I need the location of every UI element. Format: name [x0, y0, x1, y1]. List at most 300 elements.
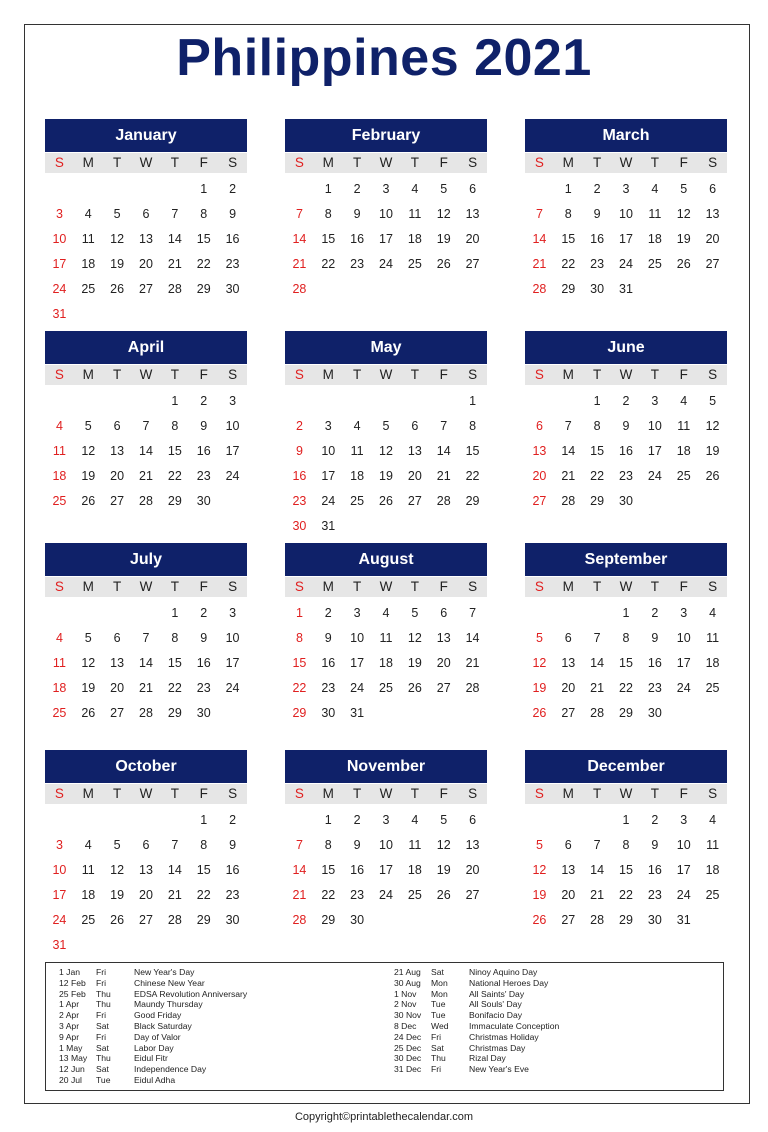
weekday-label: S: [294, 367, 304, 382]
empty-day-cell: [525, 808, 554, 833]
empty-day-cell: [343, 514, 372, 539]
day-cell: 9: [229, 838, 237, 852]
day-cell: 24: [619, 257, 633, 271]
day-cell: 1: [564, 182, 572, 196]
day-cell: 2: [651, 813, 659, 827]
holiday-name: Eidul Fitr: [134, 1053, 168, 1064]
holiday-row: [59, 967, 247, 978]
holiday-weekday: Fri: [96, 1031, 107, 1042]
day-cell: 8: [324, 207, 332, 221]
day-cell: 21: [561, 469, 576, 483]
day-cell: 26: [407, 681, 422, 695]
day-cell: 1: [295, 606, 303, 620]
empty-day-cell: [640, 489, 669, 514]
day-cell: 7: [593, 838, 601, 852]
day-cell: 31: [350, 706, 365, 720]
weekday-label: T: [593, 579, 602, 594]
empty-day-cell: [429, 908, 458, 933]
day-cell: 24: [676, 888, 691, 902]
day-cell: 1: [622, 813, 630, 827]
holiday-name: Independence Day: [134, 1064, 207, 1075]
day-cell: 19: [407, 656, 422, 670]
day-cell: 21: [590, 681, 605, 695]
day-cell: 28: [139, 494, 153, 508]
day-cell: 16: [196, 656, 211, 670]
day-cell: 22: [321, 888, 336, 902]
day-cell: 10: [379, 207, 393, 221]
holiday-weekday: Fri: [96, 967, 107, 977]
day-cell: 23: [647, 681, 662, 695]
holiday-column-right: [394, 967, 559, 1075]
empty-day-cell: [343, 389, 372, 414]
empty-day-cell: [132, 389, 161, 414]
day-cell: 8: [622, 838, 630, 852]
day-cell: 15: [196, 863, 211, 877]
empty-day-cell: [583, 808, 612, 833]
day-cell: 11: [81, 232, 95, 246]
day-cell: 21: [465, 656, 480, 670]
day-cell: 30: [292, 519, 307, 533]
day-cell: 8: [622, 631, 630, 645]
day-cell: 18: [350, 469, 365, 483]
holiday-name: Day of Valor: [134, 1031, 181, 1042]
empty-day-cell: [103, 302, 132, 327]
day-cell: 18: [81, 257, 96, 271]
day-cell: 9: [200, 419, 208, 433]
day-cell: 31: [52, 938, 67, 952]
day-cell: 30: [225, 282, 240, 296]
day-cell: 26: [676, 257, 691, 271]
day-cell: 7: [171, 207, 179, 221]
holiday-weekday: Fri: [96, 977, 107, 988]
holiday-weekday: Sat: [431, 967, 444, 977]
empty-day-cell: [74, 933, 103, 958]
day-cell: 11: [379, 631, 393, 645]
day-cell: 14: [532, 232, 547, 246]
holiday-name: EDSA Revolution Anniversary: [134, 988, 248, 999]
weekday-label: S: [54, 155, 64, 170]
empty-day-cell: [372, 389, 401, 414]
empty-day-cell: [45, 389, 74, 414]
holiday-name: Labor Day: [134, 1042, 174, 1053]
holiday-row: [394, 1064, 559, 1075]
day-cell: 15: [619, 863, 633, 877]
day-cell: 7: [564, 419, 572, 433]
day-cell: 11: [81, 863, 95, 877]
day-cell: 25: [52, 494, 67, 508]
day-cell: 18: [407, 863, 422, 877]
day-cell: 20: [110, 469, 125, 483]
weekday-label: S: [294, 579, 304, 594]
day-cell: 24: [350, 681, 365, 695]
holiday-weekday: Wed: [431, 1020, 449, 1031]
day-cell: 12: [436, 838, 451, 852]
day-cell: 25: [676, 469, 691, 483]
empty-day-cell: [554, 808, 583, 833]
holiday-date: 24 Dec: [394, 1031, 422, 1042]
holiday-row: [394, 967, 559, 978]
day-cell: 25: [81, 913, 96, 927]
day-cell: 6: [113, 419, 121, 433]
day-cell: 7: [171, 838, 179, 852]
day-cell: 28: [167, 913, 182, 927]
day-cell: 14: [590, 656, 605, 670]
holiday-weekday: Sat: [431, 1042, 444, 1053]
day-cell: 9: [353, 838, 361, 852]
day-cell: 13: [465, 207, 480, 221]
holiday-date: 1 Jan: [59, 967, 81, 977]
day-cell: 1: [171, 394, 179, 408]
holiday-row: [59, 978, 247, 989]
holiday-name: Rizal Day: [469, 1053, 506, 1064]
day-cell: 7: [142, 631, 150, 645]
weekday-label: W: [379, 786, 393, 801]
day-cell: 2: [229, 813, 237, 827]
day-cell: 12: [705, 419, 720, 433]
weekday-label: S: [534, 155, 544, 170]
day-cell: 4: [55, 631, 63, 645]
day-cell: 29: [292, 706, 307, 720]
day-cell: 15: [196, 232, 211, 246]
day-cell: 26: [705, 469, 720, 483]
day-cell: 2: [295, 419, 303, 433]
day-cell: 19: [110, 888, 125, 902]
day-cell: 30: [590, 282, 605, 296]
day-cell: 3: [55, 838, 63, 852]
day-grid: [45, 177, 247, 327]
weekday-label: T: [170, 367, 179, 382]
day-cell: 12: [81, 656, 96, 670]
empty-day-cell: [103, 933, 132, 958]
day-cell: 19: [532, 888, 547, 902]
day-cell: 18: [407, 232, 422, 246]
day-grid: [525, 808, 727, 933]
day-cell: 15: [619, 656, 633, 670]
day-grid: [45, 808, 247, 958]
day-cell: 1: [200, 813, 208, 827]
day-cell: 20: [139, 888, 153, 902]
day-cell: 12: [532, 656, 547, 670]
day-cell: 5: [411, 606, 419, 620]
day-cell: 7: [295, 838, 303, 852]
day-cell: 7: [535, 207, 543, 221]
day-cell: 17: [676, 656, 691, 670]
day-cell: 27: [139, 282, 153, 296]
day-grid: [525, 177, 727, 302]
holiday-weekday: Tue: [431, 1010, 446, 1021]
month-title: May: [285, 331, 487, 364]
day-grid: [285, 808, 487, 933]
day-cell: 16: [647, 863, 662, 877]
month-november: [285, 750, 487, 933]
day-cell: 28: [590, 706, 605, 720]
day-cell: 28: [139, 706, 153, 720]
day-cell: 28: [590, 913, 605, 927]
day-cell: 3: [651, 394, 659, 408]
day-grid: [285, 601, 487, 726]
holiday-row: [59, 999, 247, 1010]
day-cell: 12: [532, 863, 547, 877]
holiday-weekday: Fri: [96, 1010, 107, 1021]
month-title: February: [285, 119, 487, 152]
empty-day-cell: [103, 601, 132, 626]
day-cell: 9: [353, 207, 361, 221]
weekday-header-row: [285, 784, 487, 804]
day-cell: 3: [324, 419, 332, 433]
day-cell: 7: [440, 419, 448, 433]
day-cell: 30: [350, 913, 365, 927]
day-cell: 7: [142, 419, 150, 433]
empty-day-cell: [554, 389, 583, 414]
day-cell: 14: [292, 863, 307, 877]
day-cell: 4: [709, 606, 717, 620]
empty-day-cell: [400, 389, 429, 414]
holiday-name: Chinese New Year: [134, 977, 205, 988]
month-april: [45, 331, 247, 514]
day-cell: 21: [292, 257, 307, 271]
day-cell: 25: [407, 257, 422, 271]
day-cell: 23: [225, 257, 240, 271]
day-cell: 2: [353, 182, 361, 196]
day-cell: 31: [676, 913, 691, 927]
holiday-name: New Year's Eve: [469, 1064, 529, 1075]
weekday-label: S: [294, 155, 304, 170]
day-cell: 19: [705, 444, 720, 458]
weekday-label: T: [113, 367, 122, 382]
weekday-label: M: [562, 155, 574, 170]
holiday-name: All Souls' Day: [469, 999, 522, 1010]
day-cell: 28: [436, 494, 451, 508]
day-cell: 18: [705, 863, 720, 877]
day-cell: 6: [535, 419, 543, 433]
day-cell: 21: [532, 257, 547, 271]
holiday-date: 25 Feb: [59, 988, 86, 999]
holiday-row: [394, 1053, 559, 1064]
empty-day-cell: [285, 389, 314, 414]
empty-day-cell: [698, 489, 727, 514]
day-cell: 11: [408, 207, 422, 221]
empty-day-cell: [160, 177, 189, 202]
page-title: Philippines 2021: [176, 29, 592, 87]
holiday-row: [394, 989, 559, 1000]
empty-day-cell: [45, 601, 74, 626]
day-cell: 29: [561, 282, 576, 296]
weekday-label: M: [322, 579, 334, 594]
day-cell: 2: [622, 394, 630, 408]
empty-day-cell: [189, 302, 218, 327]
day-cell: 20: [436, 656, 451, 670]
day-cell: 18: [81, 888, 96, 902]
weekday-header-row: [45, 153, 247, 173]
day-cell: 27: [436, 681, 451, 695]
holiday-row: [394, 978, 559, 989]
holiday-date: 31 Dec: [394, 1064, 422, 1075]
weekday-label: S: [534, 786, 544, 801]
day-cell: 2: [651, 606, 659, 620]
day-cell: 28: [465, 681, 480, 695]
weekday-label: S: [708, 155, 718, 170]
day-cell: 22: [196, 257, 211, 271]
holiday-name: Eidul Adha: [134, 1074, 176, 1085]
empty-day-cell: [458, 701, 487, 726]
holiday-date: 13 May: [59, 1053, 88, 1064]
day-cell: 3: [382, 813, 390, 827]
day-cell: 15: [292, 656, 307, 670]
holiday-weekday: Thu: [96, 1053, 111, 1064]
day-cell: 27: [561, 913, 576, 927]
weekday-label: W: [619, 786, 633, 801]
weekday-label: T: [410, 579, 419, 594]
day-cell: 16: [350, 863, 365, 877]
day-cell: 21: [139, 469, 153, 483]
day-cell: 23: [321, 681, 336, 695]
weekday-label: F: [679, 579, 688, 594]
day-cell: 8: [564, 207, 572, 221]
day-cell: 20: [139, 257, 153, 271]
holiday-row: [59, 1043, 247, 1054]
day-cell: 30: [196, 706, 211, 720]
weekday-label: F: [199, 367, 208, 382]
day-cell: 23: [350, 257, 365, 271]
day-cell: 27: [110, 494, 125, 508]
empty-day-cell: [132, 808, 161, 833]
day-cell: 6: [709, 182, 717, 196]
holiday-row: [59, 1010, 247, 1021]
empty-day-cell: [103, 177, 132, 202]
month-march: [525, 119, 727, 302]
month-july: [45, 543, 247, 726]
day-cell: 23: [196, 469, 211, 483]
day-cell: 21: [167, 888, 182, 902]
day-cell: 12: [407, 631, 422, 645]
day-cell: 25: [407, 888, 422, 902]
holiday-weekday: Sat: [96, 1042, 109, 1053]
holiday-weekday: Sat: [96, 1064, 109, 1075]
weekday-label: T: [353, 155, 362, 170]
holiday-row: [59, 1075, 247, 1086]
weekday-label: S: [54, 367, 64, 382]
day-cell: 17: [350, 656, 365, 670]
day-cell: 23: [590, 257, 605, 271]
holiday-date: 25 Dec: [394, 1042, 422, 1053]
weekday-label: T: [170, 786, 179, 801]
day-cell: 24: [225, 469, 240, 483]
day-cell: 17: [225, 656, 240, 670]
holiday-weekday: Thu: [96, 999, 111, 1010]
weekday-label: M: [322, 155, 334, 170]
holiday-date: 30 Nov: [394, 1010, 422, 1021]
day-cell: 20: [705, 232, 720, 246]
day-cell: 31: [619, 282, 633, 296]
day-cell: 26: [110, 282, 125, 296]
holiday-name: Bonifacio Day: [469, 1010, 523, 1021]
day-cell: 12: [81, 444, 96, 458]
holiday-row: [59, 1021, 247, 1032]
day-cell: 20: [407, 469, 422, 483]
weekday-header-row: [285, 365, 487, 385]
day-cell: 18: [52, 469, 67, 483]
day-cell: 5: [84, 419, 92, 433]
day-cell: 13: [139, 232, 153, 246]
day-cell: 10: [350, 631, 365, 645]
weekday-label: T: [410, 367, 419, 382]
day-cell: 11: [677, 419, 691, 433]
month-title: January: [45, 119, 247, 152]
day-cell: 29: [465, 494, 480, 508]
holiday-row: [59, 1064, 247, 1075]
empty-day-cell: [429, 701, 458, 726]
day-cell: 13: [532, 444, 547, 458]
holiday-name: Maundy Thursday: [134, 999, 203, 1010]
day-cell: 8: [171, 419, 179, 433]
empty-day-cell: [640, 277, 669, 302]
holiday-name: Good Friday: [134, 1010, 182, 1021]
holiday-weekday: Fri: [431, 1064, 442, 1075]
day-cell: 16: [647, 656, 662, 670]
holiday-date: 20 Jul: [59, 1074, 82, 1085]
holiday-date: 30 Dec: [394, 1053, 422, 1064]
day-cell: 25: [379, 681, 393, 695]
day-cell: 14: [561, 444, 576, 458]
weekday-header-row: [45, 577, 247, 597]
day-cell: 4: [382, 606, 390, 620]
holiday-date: 1 Apr: [59, 999, 80, 1010]
weekday-label: F: [679, 786, 688, 801]
empty-day-cell: [458, 514, 487, 539]
weekday-label: F: [679, 367, 688, 382]
weekday-label: F: [679, 155, 688, 170]
day-cell: 1: [593, 394, 601, 408]
day-cell: 29: [321, 913, 336, 927]
day-cell: 4: [651, 182, 659, 196]
day-cell: 22: [619, 888, 633, 902]
day-cell: 8: [324, 838, 332, 852]
day-cell: 13: [561, 863, 576, 877]
weekday-label: T: [650, 155, 659, 170]
day-cell: 14: [590, 863, 605, 877]
day-cell: 17: [379, 232, 393, 246]
holiday-row: [394, 1032, 559, 1043]
month-title: June: [525, 331, 727, 364]
day-cell: 14: [139, 444, 153, 458]
day-cell: 13: [561, 656, 576, 670]
weekday-label: S: [54, 579, 64, 594]
day-cell: 26: [81, 706, 96, 720]
day-cell: 22: [321, 257, 336, 271]
day-cell: 8: [295, 631, 303, 645]
empty-day-cell: [525, 177, 554, 202]
day-cell: 22: [619, 681, 633, 695]
day-cell: 8: [593, 419, 601, 433]
day-cell: 10: [676, 838, 691, 852]
weekday-label: T: [593, 155, 602, 170]
empty-day-cell: [372, 277, 401, 302]
day-cell: 9: [593, 207, 601, 221]
month-february: [285, 119, 487, 302]
month-june: [525, 331, 727, 514]
day-cell: 12: [110, 232, 125, 246]
day-cell: 17: [647, 444, 662, 458]
weekday-label: T: [650, 579, 659, 594]
day-cell: 2: [353, 813, 361, 827]
holiday-name: Christmas Day: [469, 1042, 526, 1053]
weekday-label: S: [708, 367, 718, 382]
day-cell: 4: [84, 838, 92, 852]
day-cell: 24: [321, 494, 336, 508]
holiday-weekday: Fri: [431, 1031, 442, 1042]
empty-day-cell: [314, 277, 343, 302]
day-cell: 24: [52, 913, 67, 927]
